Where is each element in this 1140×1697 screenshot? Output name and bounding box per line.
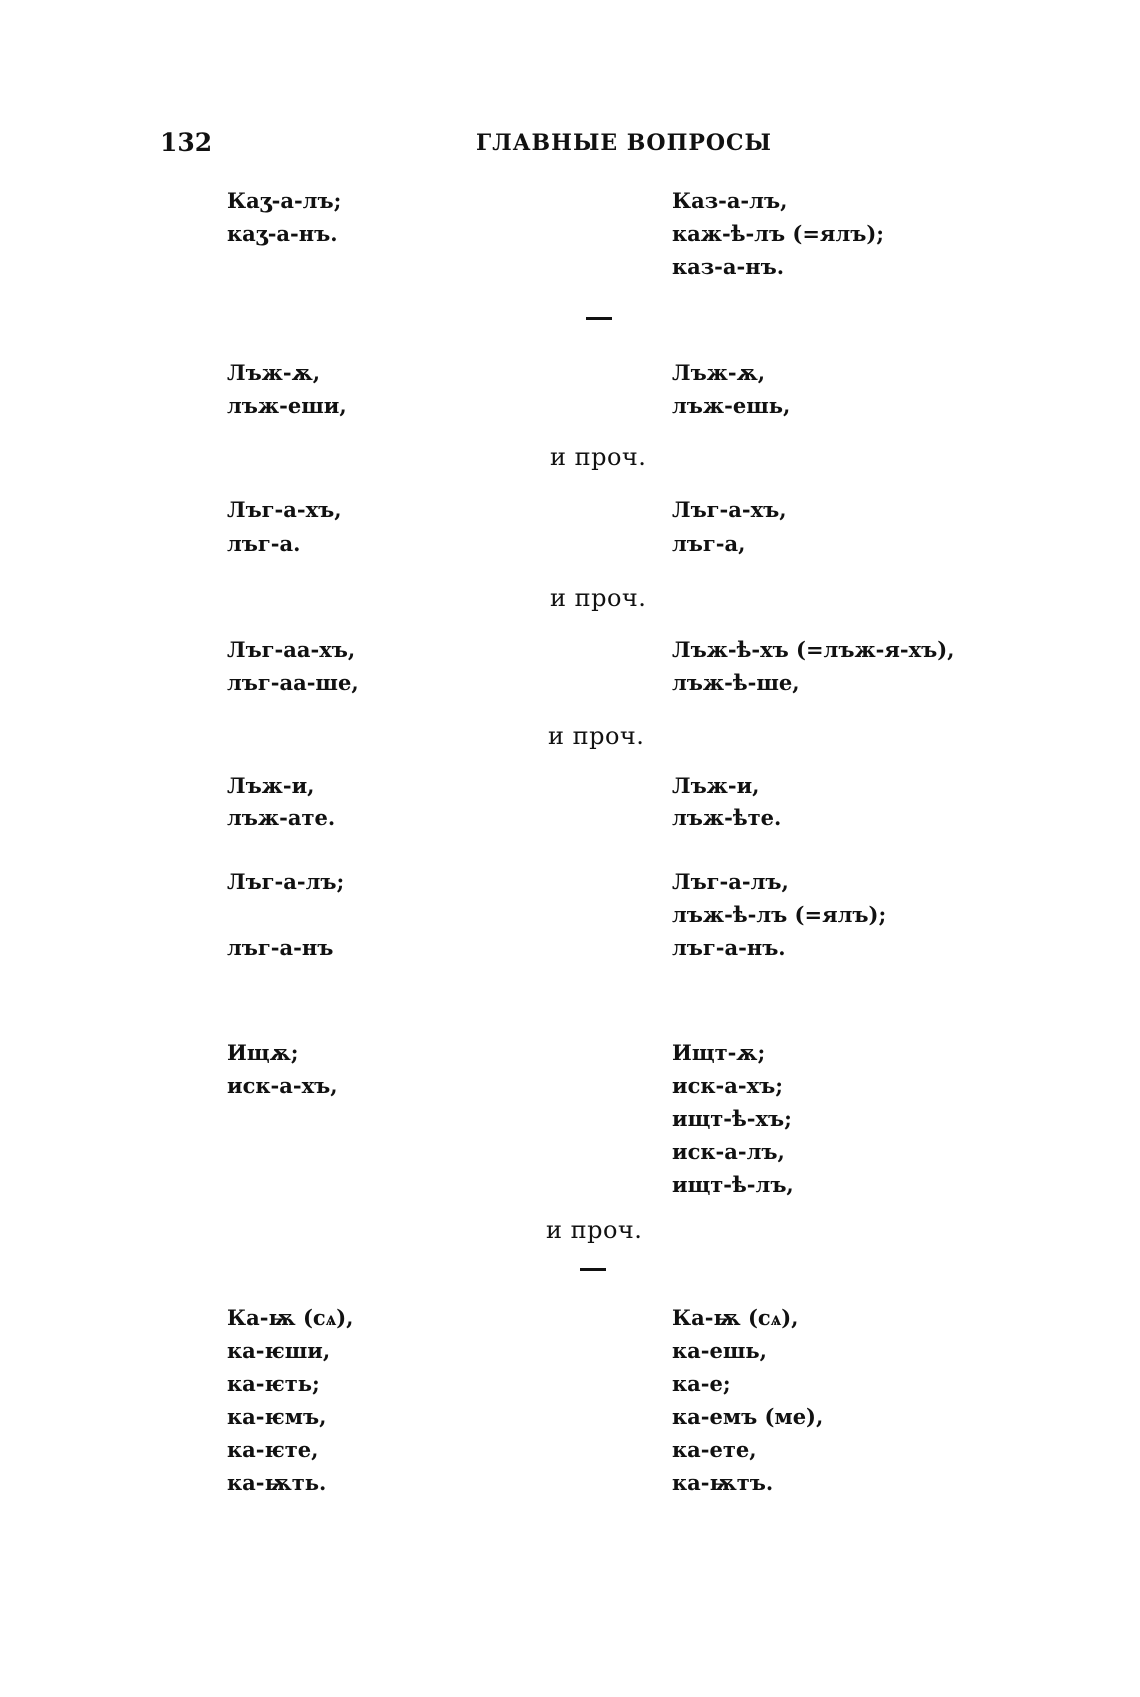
right-line: лъж-ѣ-лъ (=ялъ); (672, 902, 887, 927)
left-line: Лъг-аа-хъ, (227, 637, 356, 662)
right-line: Лъж-ѫ, (672, 360, 766, 385)
left-line: Лъж-и, (227, 773, 315, 798)
left-line: Лъж-ѫ, (227, 360, 321, 385)
section-dash (580, 1268, 606, 1271)
right-line: иск-а-лъ, (672, 1139, 785, 1164)
left-line: Лъг-а-лъ; (227, 869, 345, 894)
left-line: ка-ѥмъ, (227, 1404, 327, 1429)
right-line: лъг-а, (672, 531, 746, 556)
right-line: Лъж-ѣ-хъ (=лъж-я-хъ), (672, 637, 955, 662)
left-line: Лъг-а-хъ, (227, 497, 342, 522)
right-line: ка-е; (672, 1371, 731, 1396)
connector-text: и проч. (550, 584, 647, 612)
left-line: лъж-еши, (227, 393, 347, 418)
right-line: Лъж-и, (672, 773, 760, 798)
right-line: Каз-а-лъ, (672, 188, 788, 213)
right-line: ка-ешь, (672, 1338, 767, 1363)
left-line: лъг-а-нъ (227, 935, 334, 960)
left-line: лъг-аа-ше, (227, 670, 359, 695)
right-line: Ка-ѭ (сѧ), (672, 1305, 799, 1330)
right-line: иск-а-хъ; (672, 1073, 783, 1098)
connector-text: и проч. (550, 443, 647, 471)
connector-text: и проч. (548, 722, 645, 750)
right-line: ка-ѭтъ. (672, 1470, 774, 1495)
running-head: ГЛАВНЫЕ ВОПРОСЫ (476, 130, 772, 156)
right-line: лъж-ѣте. (672, 805, 782, 830)
right-line: ищт-ѣ-хъ; (672, 1106, 792, 1131)
page-number: 132 (160, 128, 213, 157)
right-line: ка-емъ (ме), (672, 1404, 824, 1429)
connector-text: и проч. (546, 1216, 643, 1244)
left-line: лъж-ате. (227, 805, 336, 830)
left-line: каӡ-а-нъ. (227, 221, 338, 246)
left-line: ка-ѥши, (227, 1338, 331, 1363)
section-dash (586, 317, 612, 320)
right-line: Лъг-а-лъ, (672, 869, 789, 894)
left-line: лъг-а. (227, 531, 301, 556)
left-line: Каӡ-а-лъ; (227, 188, 342, 213)
right-line: ищт-ѣ-лъ, (672, 1172, 794, 1197)
right-line: каз-а-нъ. (672, 254, 785, 279)
left-line: иск-а-хъ, (227, 1073, 338, 1098)
right-line: лъж-ѣ-ше, (672, 670, 800, 695)
left-line: Ищѫ; (227, 1040, 299, 1065)
right-line: ка-ете, (672, 1437, 757, 1462)
left-line: ка-ѭть. (227, 1470, 327, 1495)
right-line: Лъг-а-хъ, (672, 497, 787, 522)
left-line: ка-ѥте, (227, 1437, 319, 1462)
left-line: Ка-ѭ (сѧ), (227, 1305, 354, 1330)
right-line: каж-ѣ-лъ (=ялъ); (672, 221, 885, 246)
left-line: ка-ѥть; (227, 1371, 320, 1396)
right-line: Ищт-ѫ; (672, 1040, 766, 1065)
right-line: лъж-ешь, (672, 393, 791, 418)
right-line: лъг-а-нъ. (672, 935, 786, 960)
